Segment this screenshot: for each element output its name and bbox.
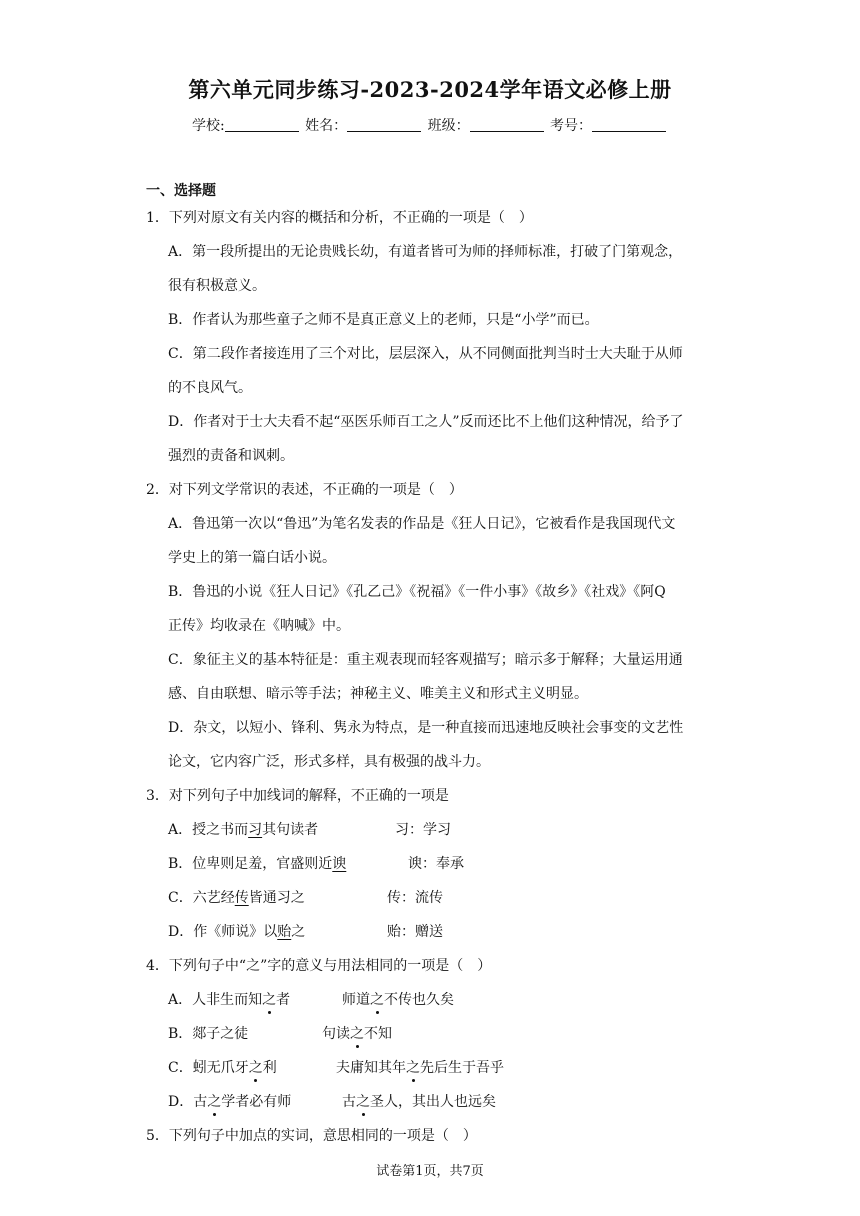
question-2-option-d: D．杂文，以短小、锋利、隽永为特点，是一种直接而迅速地反映社会事变的文艺性	[168, 720, 684, 736]
dotted-char: 之	[262, 989, 276, 1009]
question-4-option-b-right: 句读之不知	[322, 1023, 392, 1043]
name-label: 姓名：	[305, 118, 348, 134]
exam-number-blank	[592, 117, 666, 132]
question-4-option-d-left: D．古之学者必有师	[168, 1091, 291, 1111]
dotted-char: 之	[350, 1023, 364, 1043]
exam-title: 第六单元同步练习-2023-2024学年语文必修上册	[188, 77, 672, 102]
question-1-option-d-cont: 强烈的责备和讽刺。	[168, 448, 294, 464]
question-1-option-c-cont: 的不良风气。	[168, 380, 252, 396]
question-3-gloss-c: 传：流传	[387, 890, 443, 906]
question-3-option-b: B．位卑则足羞，官盛则近谀	[168, 856, 347, 872]
school-blank	[225, 117, 299, 132]
question-1-option-b: B．作者认为那些童子之师不是真正意义上的老师，只是“小学”而已。	[168, 312, 599, 328]
underlined-word: 贻	[277, 924, 292, 940]
school-label: 学校:	[191, 118, 225, 134]
question-5-stem: 5．下列句子中加点的实词，意思相同的一项是（ ）	[146, 1128, 477, 1144]
question-3-stem: 3．对下列句子中加线词的解释，不正确的一项是	[146, 788, 449, 804]
question-3-option-a: A．授之书而习其句读者	[168, 822, 319, 838]
question-1-option-a: A．第一段所提出的无论贵贱长幼，有道者皆可为师的择师标准，打破了门第观念，	[168, 244, 683, 260]
dotted-char: 之	[406, 1057, 420, 1077]
question-3-option-d: D．作《师说》以贻之	[168, 924, 306, 940]
question-4-stem: 4．下列句子中“之”字的意义与用法相同的一项是（ ）	[146, 958, 492, 974]
question-1-option-c: C．第二段作者接连用了三个对比，层层深入，从不同侧面批判当时士大夫耻于从师	[168, 346, 683, 362]
question-3-gloss-a: 习：学习	[395, 822, 451, 838]
question-2-stem: 2．对下列文学常识的表述，不正确的一项是（ ）	[146, 482, 463, 498]
dotted-char: 之	[356, 1091, 370, 1111]
question-4-option-a-left: A．人非生而知之者	[168, 989, 290, 1009]
question-2-option-a: A．鲁迅第一次以“鲁迅”为笔名发表的作品是《狂人日记》，它被看作是我国现代文	[168, 516, 676, 532]
dotted-char: 之	[249, 1057, 263, 1077]
question-2-option-c: C．象征主义的基本特征是：重主观表现而轻客观描写；暗示多于解释；大量运用通	[168, 652, 683, 668]
question-3-option-c: C．六艺经传皆通习之	[168, 890, 305, 906]
class-label: 班级：	[427, 118, 470, 134]
dotted-char: 之	[370, 989, 384, 1009]
name-blank	[347, 117, 421, 132]
question-1-option-d: D．作者对于士大夫看不起“巫医乐师百工之人”反而还比不上他们这种情况，给予了	[168, 414, 684, 430]
page-footer: 试卷第1页，共7页	[376, 1164, 484, 1179]
question-4-option-b-left: B．郯子之徒	[168, 1026, 249, 1042]
question-3-gloss-d: 贻：赠送	[387, 924, 443, 940]
underlined-word: 传	[234, 890, 249, 906]
question-4-option-d-right: 古之圣人，其出人也远矣	[342, 1091, 496, 1111]
dotted-char: 之	[207, 1091, 221, 1111]
question-4-option-c-right: 夫庸知其年之先后生于吾乎	[336, 1057, 504, 1077]
question-2-option-c-cont: 感、自由联想、暗示等手法；神秘主义、唯美主义和形式主义明显。	[168, 686, 588, 702]
student-info-line	[0, 115, 860, 135]
question-1-option-a-cont: 很有积极意义。	[168, 278, 266, 294]
exam-number-label: 考号：	[550, 118, 593, 134]
question-4-option-a-right: 师道之不传也久矣	[342, 989, 454, 1009]
question-3-gloss-b: 谀：奉承	[408, 856, 464, 872]
class-blank	[470, 117, 544, 132]
question-2-option-d-cont: 论文，它内容广泛，形式多样，具有极强的战斗力。	[168, 754, 490, 770]
underlined-word: 习	[248, 822, 263, 838]
question-2-option-b: B．鲁迅的小说《狂人日记》《孔乙己》《祝福》《一件小事》《故乡》《社戏》《阿Q	[168, 584, 666, 600]
underlined-word: 谀	[332, 856, 347, 872]
question-4-option-c-left: C．蚓无爪牙之利	[168, 1057, 277, 1077]
question-2-option-b-cont: 正传》均收录在《呐喊》中。	[168, 618, 350, 634]
question-2-option-a-cont: 学史上的第一篇白话小说。	[168, 550, 336, 566]
section-heading: 一、选择题	[146, 183, 216, 199]
question-1-stem: 1．下列对原文有关内容的概括和分析，不正确的一项是（ ）	[146, 210, 533, 226]
